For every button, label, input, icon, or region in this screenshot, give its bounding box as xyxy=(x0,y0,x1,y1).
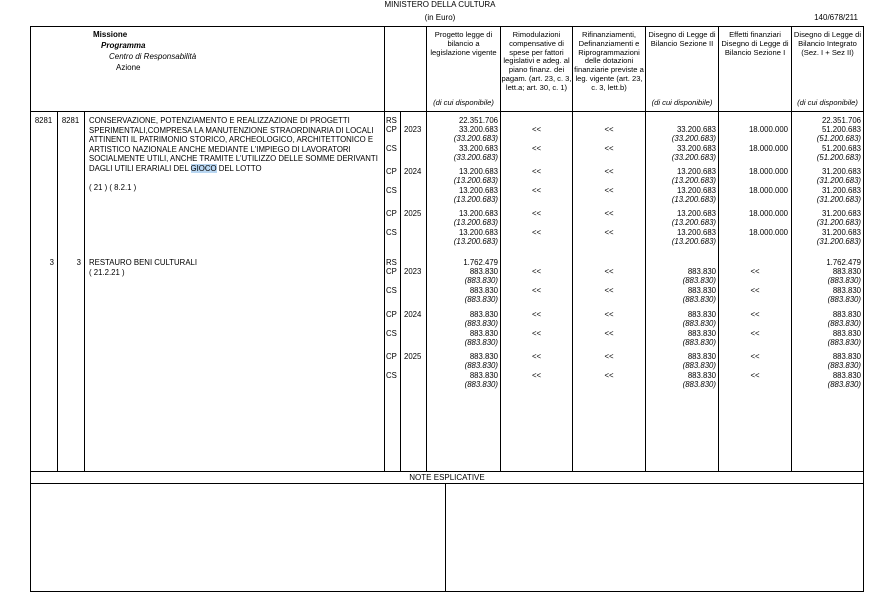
cs-col1: 33.200.683 xyxy=(458,144,498,153)
divider-year xyxy=(426,26,427,472)
cp-col3: << xyxy=(604,352,614,361)
cp-col1-available: (13.200.683) xyxy=(453,176,498,185)
entry-description xyxy=(89,116,381,174)
cp-col2: << xyxy=(531,209,542,218)
cp-col4-available: (883.830) xyxy=(682,276,716,285)
cp-col4: 883.830 xyxy=(687,352,716,361)
cs-col3: << xyxy=(604,371,614,380)
cs-col5: << xyxy=(750,371,760,380)
cp-col1-available: (883.830) xyxy=(464,276,498,285)
divider-type xyxy=(400,111,401,472)
cs-col6: 883.830 xyxy=(832,286,861,295)
cs-col4: 13.200.683 xyxy=(676,228,716,237)
entry-code-b: 8281 xyxy=(61,116,80,125)
cp-col6-available: (31.200.683) xyxy=(816,176,861,185)
divider-col4 xyxy=(718,26,719,472)
cp-col2: << xyxy=(531,125,542,134)
cp-col1: 883.830 xyxy=(469,267,498,276)
col4-header: Disegno di Legge di Bilancio Sezione II xyxy=(648,30,716,48)
cp-col1: 883.830 xyxy=(469,310,498,319)
cp-col3: << xyxy=(604,267,614,276)
cp-col4-available: (883.830) xyxy=(682,319,716,328)
cp-col1: 13.200.683 xyxy=(458,167,498,176)
cs-col3: << xyxy=(604,186,614,195)
cp-col4: 883.830 xyxy=(687,310,716,319)
cs-col1-available: (883.830) xyxy=(464,380,498,389)
page-reference: 140/678/211 xyxy=(814,13,858,22)
description-text: CONSERVAZIONE, POTENZIAMENTO E REALIZZAZIONE DI PROGETTI SPERIMENTALI,COMPRESA LA MANUTENZIONE STRAORDINARIA DI LOCALI ATTINENTI IL PATRIMONIO STORICO, ARCHEOLOGICO, ARCHITETTONICO E ARTISTICO NAZIONALE ANCHE MEDIANTE L'IMPIEGO DI LAVORATORI SOCIALMENTE UTILI, ANCHE TRAMITE L'UTILIZZO DELLE SOMME DERIVANTI DAGLI UTILI ERARIALI DEL xyxy=(89,116,378,173)
notes-divider xyxy=(445,483,446,591)
cs-col6-available: (883.830) xyxy=(827,295,861,304)
cs-col4-available: (13.200.683) xyxy=(671,195,716,204)
row-type-cp: CP xyxy=(386,352,397,361)
cp-col2: << xyxy=(531,310,542,319)
col6-subheader: (di cui disponibile) xyxy=(797,98,858,107)
cs-col3: << xyxy=(604,228,614,237)
row-year: 2023 xyxy=(404,125,422,134)
row-type-cp: CP xyxy=(386,310,397,319)
cp-col4: 13.200.683 xyxy=(676,167,716,176)
cs-col6: 31.200.683 xyxy=(821,186,861,195)
col5-header: Effetti finanziari Disegno di Legge di Bilancio Sezione I xyxy=(721,30,789,57)
label-missione: Missione xyxy=(93,30,128,39)
cs-col4-available: (883.830) xyxy=(682,380,716,389)
cs-col4: 883.830 xyxy=(687,286,716,295)
cp-col5: 18.000.000 xyxy=(748,209,788,218)
cs-col2: << xyxy=(531,371,542,380)
cs-col6-available: (31.200.683) xyxy=(816,195,861,204)
cp-col1: 13.200.683 xyxy=(458,209,498,218)
notes-title: NOTE ESPLICATIVE xyxy=(409,473,485,482)
cp-col6: 883.830 xyxy=(832,310,861,319)
cs-col1-available: (13.200.683) xyxy=(453,237,498,246)
row-type-cs: CS xyxy=(386,144,397,153)
cp-col5: 18.000.000 xyxy=(748,167,788,176)
cs-col1-available: (33.200.683) xyxy=(453,153,498,162)
cs-col4-available: (883.830) xyxy=(682,338,716,347)
row-type-cs: CS xyxy=(386,371,397,380)
cs-col6: 51.200.683 xyxy=(821,144,861,153)
col3-header: Rifinanziamenti, Definanziamenti e Riprogrammazioni delle dotazioni finanziarie previste a leg. vigente (art. 23, c. 3, lett.b) xyxy=(574,30,644,92)
cp-col1: 33.200.683 xyxy=(458,125,498,134)
cs-col5: << xyxy=(750,286,760,295)
cp-col4-available: (883.830) xyxy=(682,361,716,370)
entry-description: RESTAURO BENI CULTURALI xyxy=(89,258,198,267)
row-year: 2024 xyxy=(404,310,422,319)
cs-col1: 883.830 xyxy=(469,329,498,338)
col2-header: Rimodulazioni compensative di spese per fattori legislativi e adeg. al piano finanz. dei pagam. (art. 23, c. 3, lett.a; art. 30, c. 1) xyxy=(501,30,572,92)
col4-subheader: (di cui disponibile) xyxy=(651,98,713,107)
row-type-rs: RS xyxy=(386,258,397,267)
cp-col3: << xyxy=(604,167,614,176)
cp-col6-available: (31.200.683) xyxy=(816,218,861,227)
cp-col4: 33.200.683 xyxy=(676,125,716,134)
cp-col1-available: (13.200.683) xyxy=(453,218,498,227)
cs-col6: 883.830 xyxy=(832,371,861,380)
divider-code-a xyxy=(57,111,58,472)
rs-col6: 22.351.706 xyxy=(821,116,861,125)
cp-col6-available: (51.200.683) xyxy=(816,134,861,143)
cs-col1-available: (883.830) xyxy=(464,295,498,304)
cs-col1: 13.200.683 xyxy=(458,186,498,195)
row-type-cs: CS xyxy=(386,186,397,195)
cp-col1: 883.830 xyxy=(469,352,498,361)
notes-title-border xyxy=(30,483,864,484)
cp-col2: << xyxy=(531,167,542,176)
row-year: 2025 xyxy=(404,209,422,218)
table-bottom-border xyxy=(30,591,864,592)
cp-col6-available: (883.830) xyxy=(827,276,861,285)
divider-col2 xyxy=(572,26,573,472)
table-top-border xyxy=(30,26,864,27)
cs-col4: 33.200.683 xyxy=(676,144,716,153)
divider-col1 xyxy=(500,26,501,472)
rs-col1: 22.351.706 xyxy=(458,116,498,125)
cs-col5: 18.000.000 xyxy=(748,228,788,237)
cp-col5: 18.000.000 xyxy=(748,125,788,134)
cp-col6: 31.200.683 xyxy=(821,167,861,176)
cs-col4-available: (13.200.683) xyxy=(671,237,716,246)
divider-col5 xyxy=(791,26,792,472)
cp-col1-available: (883.830) xyxy=(464,319,498,328)
cp-col3: << xyxy=(604,310,614,319)
body-bottom-border xyxy=(30,471,864,472)
description-tail: DEL LOTTO xyxy=(216,163,262,173)
label-azione: Azione xyxy=(116,63,141,72)
row-type-cp: CP xyxy=(386,125,397,134)
cs-col1-available: (883.830) xyxy=(464,338,498,347)
row-type-cp: CP xyxy=(386,167,397,176)
col1-header: Progetto legge di bilancio a legislazione vigente xyxy=(430,30,497,57)
cs-col5: 18.000.000 xyxy=(748,186,788,195)
border-right xyxy=(863,26,864,592)
row-year: 2024 xyxy=(404,167,422,176)
cs-col6-available: (883.830) xyxy=(827,380,861,389)
header-bottom-border xyxy=(30,111,864,112)
divider-code-b xyxy=(84,111,85,472)
cp-col4: 883.830 xyxy=(687,267,716,276)
cp-col5: << xyxy=(750,310,760,319)
cp-col4-available: (13.200.683) xyxy=(671,218,716,227)
cs-col5: << xyxy=(750,329,760,338)
cs-col2: << xyxy=(531,186,542,195)
cs-col2: << xyxy=(531,144,542,153)
rs-col1: 1.762.479 xyxy=(463,258,498,267)
cs-col3: << xyxy=(604,286,614,295)
row-type-cp: CP xyxy=(386,267,397,276)
cp-col3: << xyxy=(604,209,614,218)
row-type-cs: CS xyxy=(386,286,397,295)
entry-code-a: 3 xyxy=(49,258,54,267)
border-left xyxy=(30,26,31,592)
row-type-cp: CP xyxy=(386,209,397,218)
ministry-title: MINISTERO DELLA CULTURA xyxy=(384,0,496,9)
row-year: 2025 xyxy=(404,352,422,361)
cs-col1: 13.200.683 xyxy=(458,228,498,237)
cp-col6-available: (883.830) xyxy=(827,361,861,370)
cs-col1: 883.830 xyxy=(469,286,498,295)
row-type-rs: RS xyxy=(386,116,397,125)
col6-header: Disegno di Legge di Bilancio Integrato (Sez. I + Sez II) xyxy=(793,30,862,57)
entry-reference: ( 21 ) ( 8.2.1 ) xyxy=(89,183,137,192)
cp-col2: << xyxy=(531,267,542,276)
cs-col1: 883.830 xyxy=(469,371,498,380)
cs-col6-available: (51.200.683) xyxy=(816,153,861,162)
description-highlight: GIOCO xyxy=(190,163,217,173)
unit-label: (in Euro) xyxy=(424,13,456,22)
cs-col3: << xyxy=(604,329,614,338)
cs-col4: 883.830 xyxy=(687,371,716,380)
cs-col5: 18.000.000 xyxy=(748,144,788,153)
col1-subheader: (di cui disponibile) xyxy=(433,98,494,107)
cs-col2: << xyxy=(531,286,542,295)
cp-col6: 883.830 xyxy=(832,267,861,276)
cs-col3: << xyxy=(604,144,614,153)
cs-col6-available: (31.200.683) xyxy=(816,237,861,246)
cs-col4-available: (33.200.683) xyxy=(671,153,716,162)
divider-col3 xyxy=(645,26,646,472)
cp-col1-available: (883.830) xyxy=(464,361,498,370)
cp-col5: << xyxy=(750,352,760,361)
cp-col4: 13.200.683 xyxy=(676,209,716,218)
cp-col1-available: (33.200.683) xyxy=(453,134,498,143)
cs-col2: << xyxy=(531,228,542,237)
entry-code-a: 8281 xyxy=(34,116,53,125)
cp-col6: 51.200.683 xyxy=(821,125,861,134)
row-year: 2023 xyxy=(404,267,422,276)
cp-col4-available: (13.200.683) xyxy=(671,176,716,185)
cp-col5: << xyxy=(750,267,760,276)
row-type-cs: CS xyxy=(386,329,397,338)
cp-col6-available: (883.830) xyxy=(827,319,861,328)
cp-col3: << xyxy=(604,125,614,134)
label-centro: Centro di Responsabilità xyxy=(109,52,197,61)
cs-col6: 31.200.683 xyxy=(821,228,861,237)
entry-reference: ( 21.2.21 ) xyxy=(89,268,125,277)
cs-col4: 13.200.683 xyxy=(676,186,716,195)
cs-col1-available: (13.200.683) xyxy=(453,195,498,204)
cp-col6: 883.830 xyxy=(832,352,861,361)
cp-col6: 31.200.683 xyxy=(821,209,861,218)
cs-col6-available: (883.830) xyxy=(827,338,861,347)
cs-col4-available: (883.830) xyxy=(682,295,716,304)
row-type-cs: CS xyxy=(386,228,397,237)
rs-col6: 1.762.479 xyxy=(826,258,861,267)
label-programma: Programma xyxy=(101,41,146,50)
cp-col4-available: (33.200.683) xyxy=(671,134,716,143)
cs-col4: 883.830 xyxy=(687,329,716,338)
divider-description xyxy=(384,26,385,472)
cp-col2: << xyxy=(531,352,542,361)
entry-code-b: 3 xyxy=(76,258,81,267)
cs-col2: << xyxy=(531,329,542,338)
cs-col6: 883.830 xyxy=(832,329,861,338)
